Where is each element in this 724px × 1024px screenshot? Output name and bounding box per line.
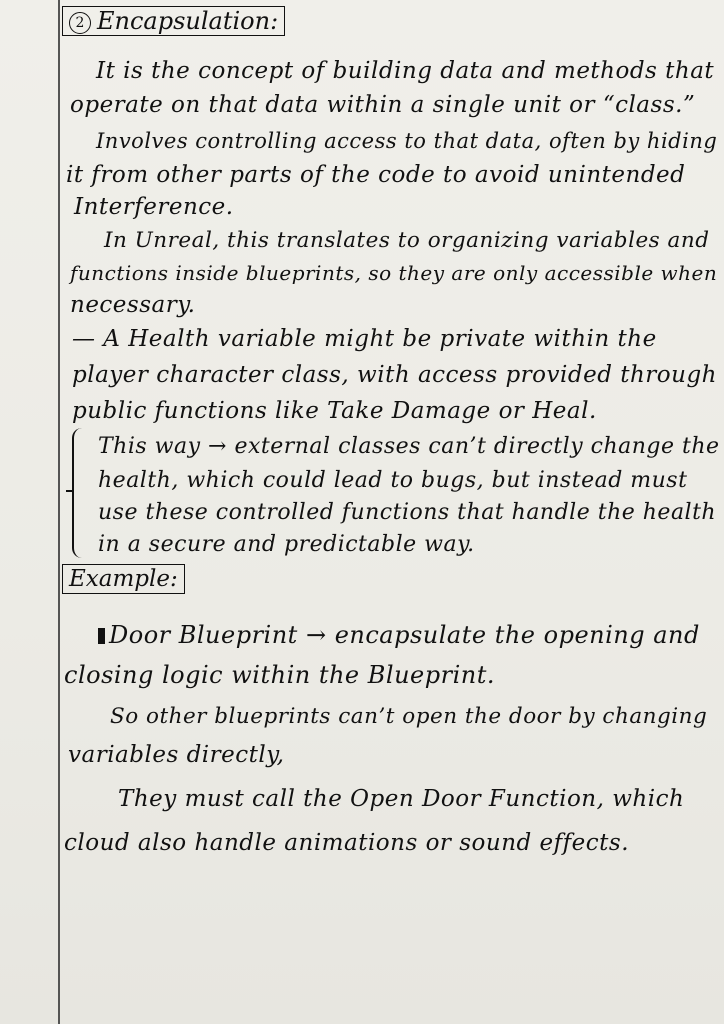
bracket-line-3: use these controlled functions that handle the health	[98, 500, 717, 525]
example-label: Example:	[62, 564, 185, 594]
other-line-2: variables directly,	[68, 742, 285, 768]
health-line-2: player character class, with access provided through	[72, 362, 717, 388]
function-line-2: cloud also handle animations or sound effects.	[64, 830, 630, 856]
access-line-2: it from other parts of the code to avoid unintended	[66, 162, 686, 188]
health-line-1: — A Health variable might be private within the	[72, 326, 657, 352]
other-line-1: So other blueprints can’t open the door by changing	[110, 704, 708, 729]
section-heading	[62, 6, 285, 36]
door-line-2: closing logic within the Blueprint.	[64, 661, 495, 689]
bracket-line-1: This way → external classes can’t directly change the	[98, 434, 720, 459]
access-line-1: Involves controlling access to that data, often by hiding	[96, 129, 718, 153]
access-line-3: Interference.	[74, 194, 234, 220]
intro-line-1: It is the concept of building data and methods that	[96, 58, 715, 84]
unreal-line-3: necessary.	[70, 292, 196, 318]
unreal-line-2: functions inside blueprints, so they are only accessible when	[70, 261, 718, 285]
function-line-1: They must call the Open Door Function, which	[118, 786, 685, 812]
health-line-3: public functions like Take Damage or Heal.	[72, 398, 597, 424]
bracket-line-2: health, which could lead to bugs, but instead must	[98, 468, 688, 493]
section-title: Encapsulation:	[97, 7, 279, 35]
unreal-line-1: In Unreal, this translates to organizing variables and	[104, 228, 710, 253]
bracket-line-4: in a secure and predictable way.	[98, 532, 475, 557]
left-brace-tip	[66, 490, 74, 492]
bullet-mark-icon	[98, 628, 105, 644]
door-line-1	[98, 620, 700, 650]
door-line-1-text: Door Blueprint → encapsulate the opening and	[109, 621, 700, 649]
intro-line-2: operate on that data within a single unit or “class.”	[70, 92, 696, 118]
left-brace	[72, 428, 86, 558]
margin-line	[58, 0, 60, 1024]
section-number-badge: 2	[69, 12, 91, 34]
